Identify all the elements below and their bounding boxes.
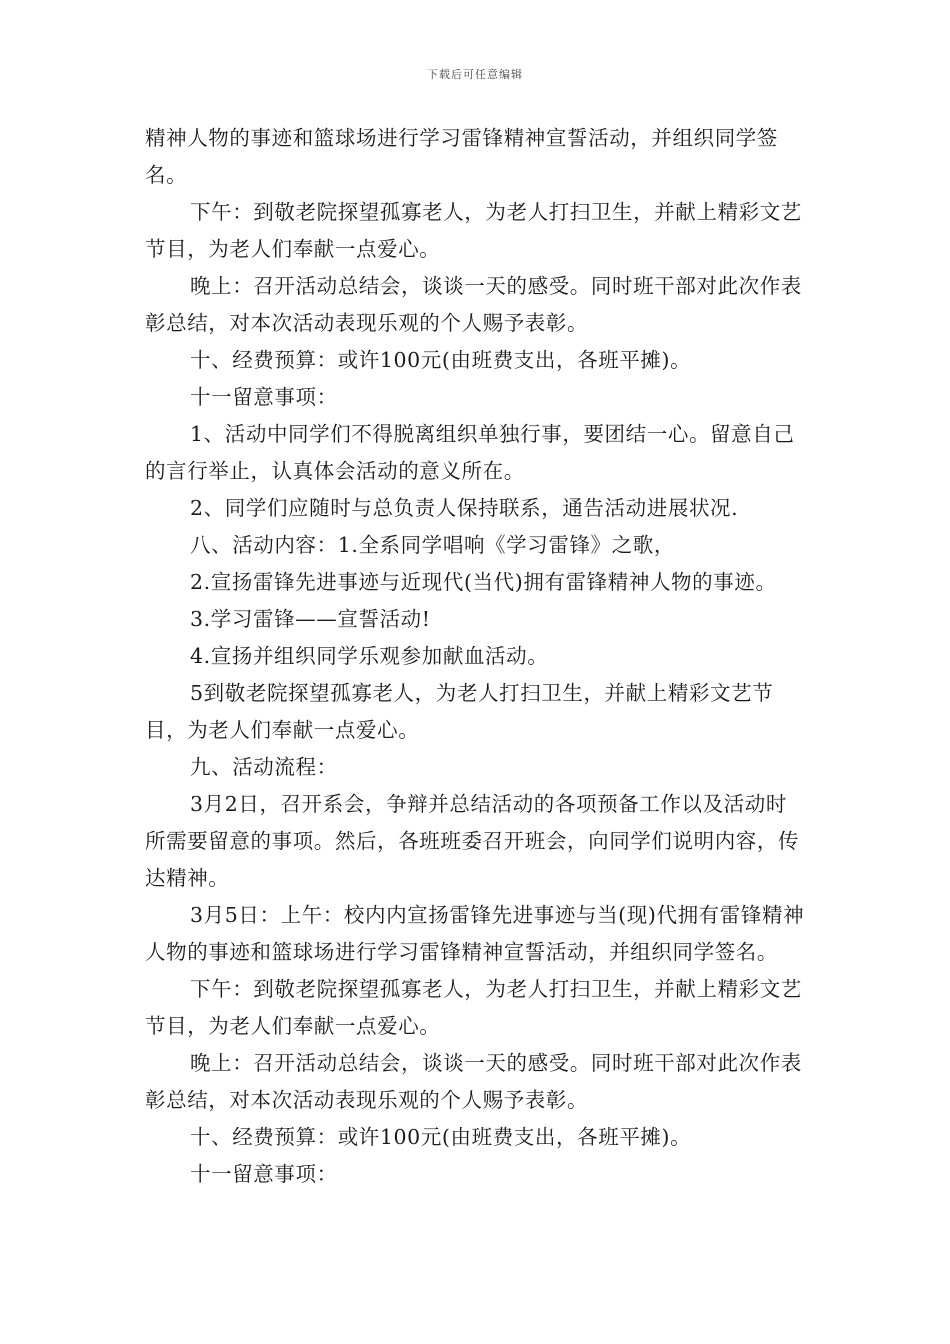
paragraph: 十一留意事项： — [190, 1162, 338, 1186]
paragraph: 3月5日：上午：校内内宣扬雷锋先进事迹与当(现)代拥有雷锋精神人物的事迹和篮球场进行学习雷锋精神宣誓活动，并组织同学签名。 — [145, 903, 805, 964]
document-body — [145, 120, 807, 1193]
paragraph: 八、活动内容：1.全系同学唱响《学习雷锋》之歌， — [190, 533, 675, 557]
paragraph: 2、同学们应随时与总负责人保持联系，通告活动进展状况. — [190, 496, 739, 520]
paragraph: 十一留意事项： — [190, 385, 338, 409]
paragraph: 1、活动中同学们不得脱离组织单独行事，要团结一心。留意自己的言行举止，认真体会活动的意义所在。 — [145, 422, 795, 483]
paragraph: 晚上：召开活动总结会，谈谈一天的感受。同时班干部对此次作表彰总结，对本次活动表现乐观的个人赐予表彰。 — [145, 274, 802, 335]
paragraph: 十、经费预算：或许100元(由班费支出，各班平摊)。 — [190, 1125, 692, 1149]
paragraph: 3.学习雷锋——宣誓活动! — [190, 607, 431, 631]
paragraph: 晚上：召开活动总结会，谈谈一天的感受。同时班干部对此次作表彰总结，对本次活动表现乐观的个人赐予表彰。 — [145, 1051, 802, 1112]
paragraph: 十、经费预算：或许100元(由班费支出，各班平摊)。 — [190, 348, 692, 372]
paragraph: 4.宣扬并组织同学乐观参加献血活动。 — [190, 644, 549, 668]
paragraph: 下午：到敬老院探望孤寡老人，为老人打扫卫生，并献上精彩文艺节目，为老人们奉献一点爱心。 — [145, 977, 802, 1038]
page-header: 下载后可任意编辑 — [427, 68, 523, 81]
paragraph: 3月2日，召开系会，争辩并总结活动的各项预备工作以及活动时所需要留意的事项。然后，各班班委召开班会，向同学们说明内容，传达精神。 — [145, 792, 800, 890]
paragraph: 5到敬老院探望孤寡老人，为老人打扫卫生，并献上精彩文艺节目，为老人们奉献一点爱心。 — [145, 681, 774, 742]
paragraph: 2.宣扬雷锋先进事迹与近现代(当代)拥有雷锋精神人物的事迹。 — [190, 570, 777, 594]
paragraph: 九、活动流程： — [190, 755, 338, 779]
paragraph: 下午：到敬老院探望孤寡老人，为老人打扫卫生，并献上精彩文艺节目，为老人们奉献一点爱心。 — [145, 200, 802, 261]
paragraph: 精神人物的事迹和篮球场进行学习雷锋精神宣誓活动，并组织同学签名。 — [145, 126, 778, 187]
